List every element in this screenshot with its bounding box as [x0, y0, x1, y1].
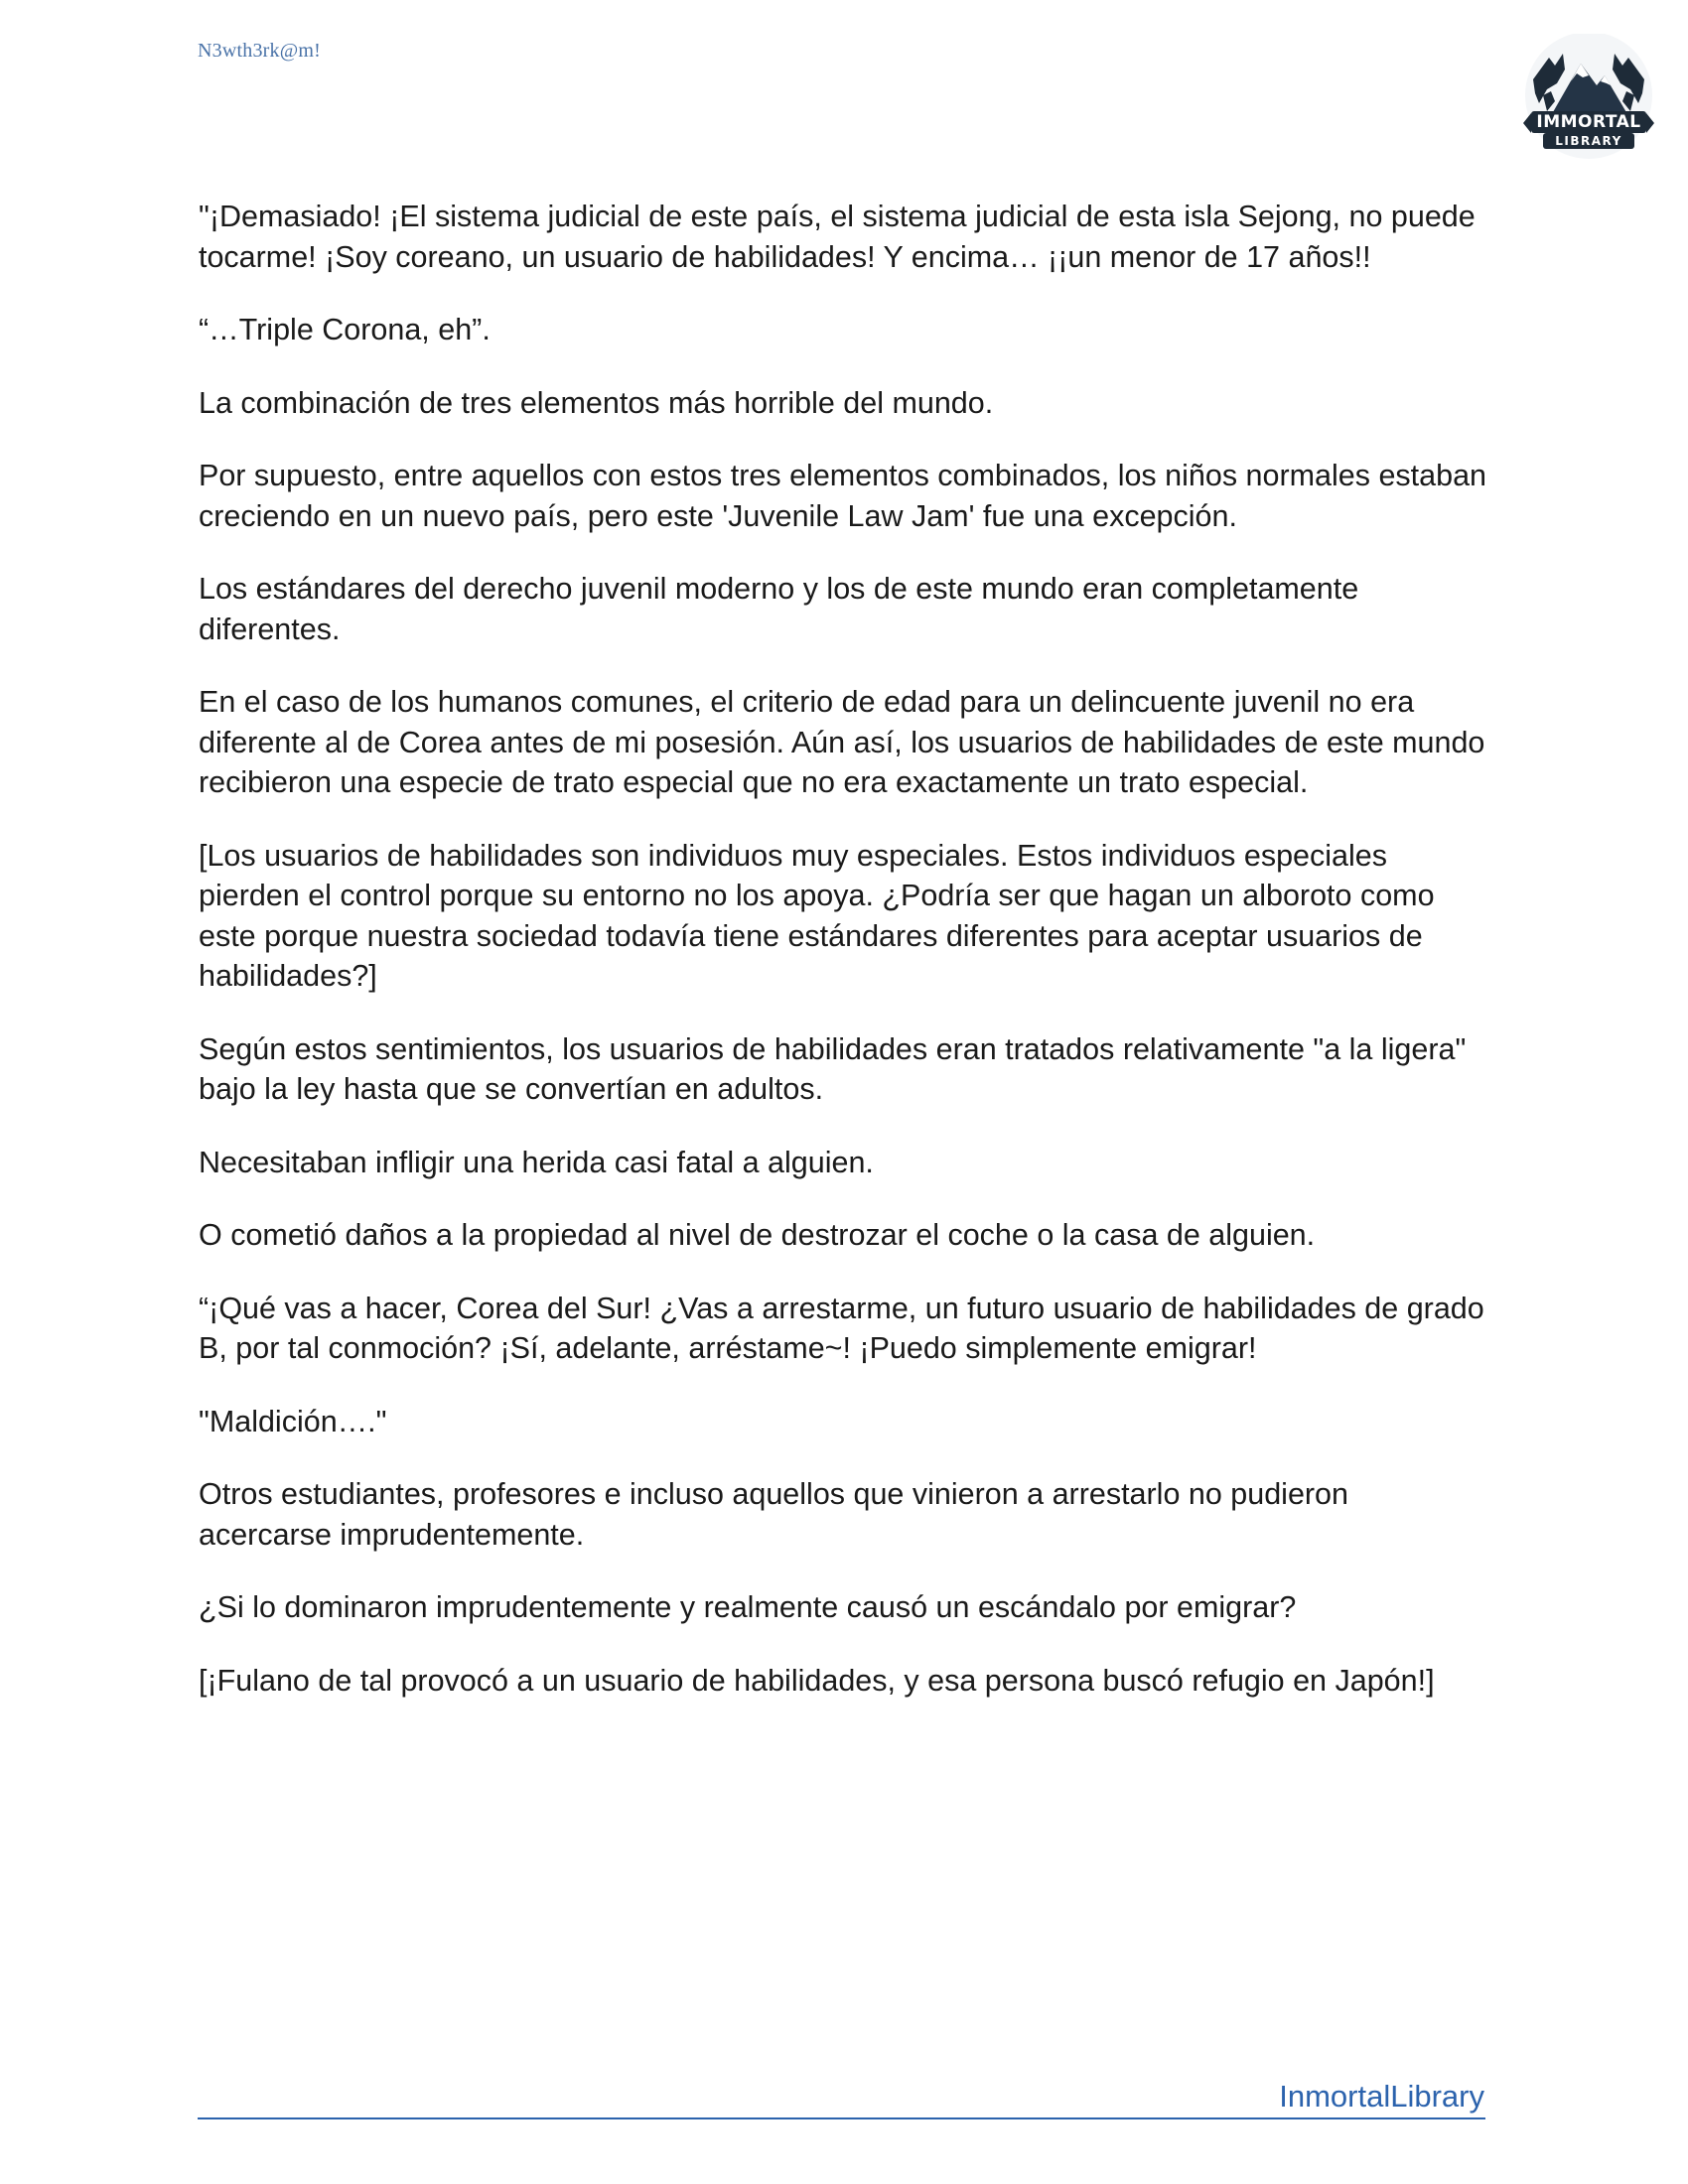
- logo-text-immortal: IMMORTAL: [1536, 112, 1641, 132]
- paragraph: Los estándares del derecho juvenil moderno y los de este mundo eran completamente diferentes.: [199, 572, 1359, 646]
- logo-text-library: LIBRARY: [1555, 134, 1622, 148]
- footer-library-link[interactable]: InmortalLibrary: [1279, 2079, 1484, 2114]
- document-body: [199, 197, 1489, 1733]
- footer-divider: [198, 2117, 1485, 2119]
- paragraph: O cometió daños a la propiedad al nivel de destrozar el coche o la casa de alguien.: [199, 1218, 1316, 1252]
- paragraph: La combinación de tres elementos más horrible del mundo.: [199, 385, 994, 420]
- paragraph: Por supuesto, entre aquellos con estos tres elementos combinados, los niños normales estaban creciendo en un nuevo país, pero este 'Juvenile Law Jam' fue una excepción.: [199, 459, 1486, 533]
- paragraph: [Los usuarios de habilidades son individuos muy especiales. Estos individuos especiales pierden el control porque su entorno no los apoya. ¿Podría ser que hagan un alboroto como este porque nuestra sociedad todavía tiene estándares diferentes para aceptar usuarios de habilidades?]: [199, 838, 1435, 993]
- paragraph: "¡Demasiado! ¡El sistema judicial de este país, el sistema judicial de esta isla Sejong, no puede tocarme! ¡Soy coreano, un usuario de habilidades! Y encima… ¡¡un menor de 17 años!!: [199, 200, 1476, 274]
- paragraph: [¡Fulano de tal provocó a un usuario de habilidades, y esa persona buscó refugio en Japón!]: [199, 1663, 1435, 1698]
- paragraph: Necesitaban infligir una herida casi fatal a alguien.: [199, 1145, 874, 1179]
- paragraph: "Maldición….": [199, 1404, 387, 1438]
- paragraph: “¡Qué vas a hacer, Corea del Sur! ¿Vas a arrestarme, un futuro usuario de habilidades de grado B, por tal conmoción? ¡Sí, adelante, arréstame~! ¡Puedo simplemente emigrar!: [199, 1291, 1484, 1365]
- paragraph: Según estos sentimientos, los usuarios de habilidades eran tratados relativamente "a la ligera" bajo la ley hasta que se convertían en adultos.: [199, 1031, 1467, 1106]
- site-name: N3wth3rk@m!: [198, 40, 321, 62]
- paragraph: “…Triple Corona, eh”.: [199, 313, 491, 346]
- immortal-library-logo: [1519, 34, 1658, 163]
- paragraph: ¿Si lo dominaron imprudentemente y realmente causó un escándalo por emigrar?: [199, 1590, 1297, 1624]
- paragraph: En el caso de los humanos comunes, el criterio de edad para un delincuente juvenil no era diferente al de Corea antes de mi posesión. Aún así, los usuarios de habilidades de este mundo recibieron una especie de trato especial que no era exactamente un trato especial.: [199, 685, 1485, 799]
- paragraph: Otros estudiantes, profesores e incluso aquellos que vinieron a arrestarlo no pudieron acercarse imprudentemente.: [199, 1477, 1348, 1552]
